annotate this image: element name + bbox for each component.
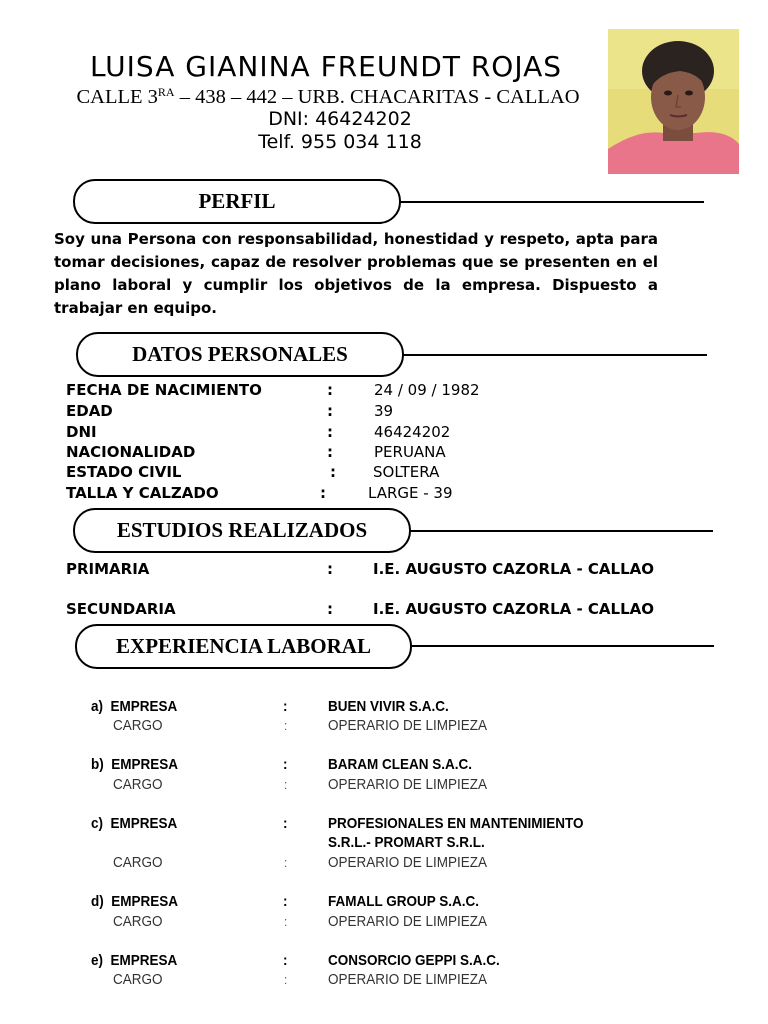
experience-company: BARAM CLEAN S.A.C. <box>328 756 472 773</box>
section-divider <box>400 201 704 203</box>
experience-role: OPERARIO DE LIMPIEZA <box>328 776 488 793</box>
company-label: EMPRESA <box>110 698 178 715</box>
experience-company: PROFESIONALES EN MANTENIMIENTO <box>328 815 584 832</box>
colon: : <box>284 972 288 987</box>
experience-company-label <box>91 952 177 969</box>
company-label: EMPRESA <box>110 952 178 969</box>
personal-value: 24 / 09 / 1982 <box>374 381 480 399</box>
candidate-name: LUISA GIANINA FREUNDT ROJAS <box>89 50 563 83</box>
personal-value: LARGE - 39 <box>368 484 453 502</box>
colon: : <box>283 952 288 969</box>
colon: : <box>283 893 288 910</box>
experience-role: OPERARIO DE LIMPIEZA <box>328 971 488 988</box>
address-prefix: CALLE 3 <box>76 86 158 108</box>
portrait-image <box>608 29 739 174</box>
header-dni: DNI: 46424202 <box>268 108 412 130</box>
header-phone: Telf. 955 034 118 <box>258 131 422 153</box>
colon: : <box>284 855 288 870</box>
personal-value: 39 <box>374 402 394 420</box>
colon: : <box>283 815 288 832</box>
company-label: EMPRESA <box>111 756 179 773</box>
experience-letter: d) <box>91 893 104 910</box>
experience-letter: c) <box>91 815 104 832</box>
experience-role: OPERARIO DE LIMPIEZA <box>328 717 488 734</box>
experience-company-label <box>91 756 178 773</box>
section-experience-heading: EXPERIENCIA LABORAL <box>75 624 412 669</box>
personal-value: PERUANA <box>374 443 446 461</box>
personal-value: 46424202 <box>374 423 451 441</box>
colon: : <box>327 381 333 399</box>
role-label: CARGO <box>113 913 163 930</box>
role-label: CARGO <box>113 776 163 793</box>
personal-label: NACIONALIDAD <box>66 443 196 461</box>
study-level: PRIMARIA <box>66 560 150 578</box>
study-level: SECUNDARIA <box>66 600 176 618</box>
address-rest: – 438 – 442 – URB. CHACARITAS - CALLAO <box>174 86 580 108</box>
section-studies-heading: ESTUDIOS REALIZADOS <box>73 508 411 553</box>
personal-label: EDAD <box>66 402 113 420</box>
study-institution: I.E. AUGUSTO CAZORLA - CALLAO <box>373 600 655 618</box>
experience-company: BUEN VIVIR S.A.C. <box>328 698 449 715</box>
colon: : <box>327 402 333 420</box>
personal-value: SOLTERA <box>373 463 440 481</box>
colon: : <box>327 443 333 461</box>
colon: : <box>327 423 333 441</box>
company-label: EMPRESA <box>111 893 179 910</box>
colon: : <box>284 777 288 792</box>
section-divider <box>403 354 707 356</box>
colon: : <box>320 484 326 502</box>
study-institution: I.E. AUGUSTO CAZORLA - CALLAO <box>373 560 655 578</box>
section-profile-heading: PERFIL <box>73 179 401 224</box>
experience-letter: b) <box>91 756 104 773</box>
personal-label: TALLA Y CALZADO <box>66 484 219 502</box>
section-divider <box>409 530 713 532</box>
company-label: EMPRESA <box>110 815 178 832</box>
experience-role: OPERARIO DE LIMPIEZA <box>328 913 488 930</box>
personal-label: DNI <box>66 423 97 441</box>
personal-label: ESTADO CIVIL <box>66 463 182 481</box>
role-label: CARGO <box>113 971 163 988</box>
experience-company-label <box>91 698 177 715</box>
colon: : <box>284 718 288 733</box>
experience-role: OPERARIO DE LIMPIEZA <box>328 854 488 871</box>
experience-company: CONSORCIO GEPPI S.A.C. <box>328 952 500 969</box>
colon: : <box>284 914 288 929</box>
colon: : <box>327 560 333 578</box>
address-superscript: RA <box>157 85 175 99</box>
experience-letter: a) <box>91 698 104 715</box>
profile-photo <box>608 29 739 174</box>
colon: : <box>283 698 288 715</box>
experience-company-label <box>91 815 177 832</box>
colon: : <box>327 600 333 618</box>
colon: : <box>330 463 336 481</box>
experience-company-line2: S.R.L.- PROMART S.R.L. <box>328 834 485 851</box>
experience-letter: e) <box>91 952 104 969</box>
profile-text: Soy una Persona con responsabilidad, honestidad y respeto, apta para tomar decisiones, capaz de resolver problemas que se presenten en el plano laboral y cumplir los objetivos de la empresa. Dispuesto a trabajar en equipo. <box>54 230 658 317</box>
section-personal-heading: DATOS PERSONALES <box>76 332 404 377</box>
section-divider <box>410 645 714 647</box>
experience-company-label <box>91 893 178 910</box>
experience-company: FAMALL GROUP S.A.C. <box>328 893 480 910</box>
colon: : <box>283 756 288 773</box>
address <box>0 86 656 109</box>
role-label: CARGO <box>113 717 163 734</box>
role-label: CARGO <box>113 854 163 871</box>
personal-label: FECHA DE NACIMIENTO <box>66 381 262 399</box>
